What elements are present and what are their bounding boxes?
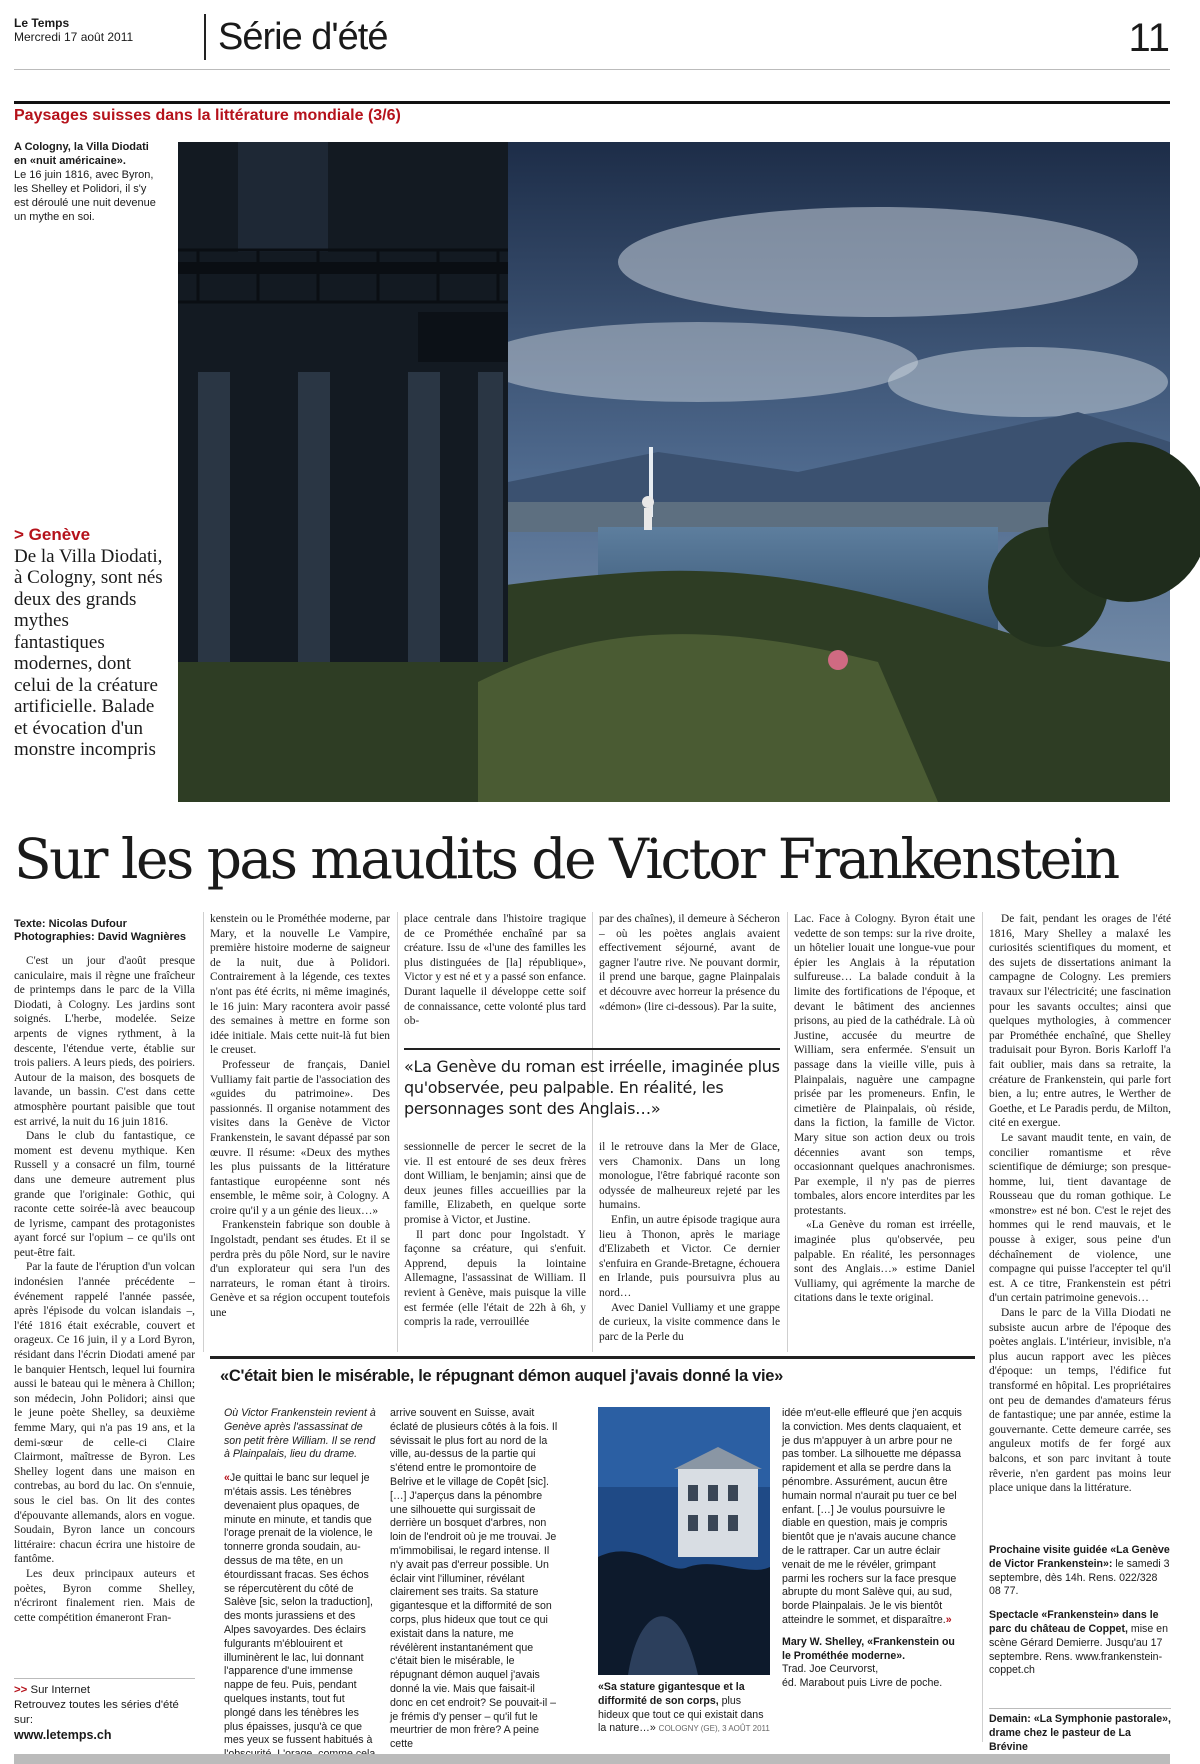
paragraph: Avec Daniel Vulliamy et une grappe de curieux, la visite commence dans le parc de la Perle du <box>599 1301 780 1343</box>
paragraph: par des chaînes), il demeure à Sécheron – où les poètes anglais avaient effectivement séjourné, avant de gagner l'autre rive. Ne pouvant dormir, il prend une barque, gagne Plainpalais et découvre avec horreur la présence du «démon» (lire ci-dessous). Par la suite, <box>599 913 780 1013</box>
villa-night-image <box>598 1407 770 1675</box>
events-box <box>989 1544 1171 1688</box>
extract-source <box>782 1636 962 1664</box>
intro-text: De la Villa Diodati, à Cologny, sont nés deux des grands mythes fantastiques modernes, dont celui de la créature artificielle. Balade et évocation d'un monstre incompris <box>14 545 163 760</box>
intro-standfirst <box>14 524 164 761</box>
publication-name: Le Temps <box>14 16 70 30</box>
extract-text: Je quittai le banc sur lequel je m'étais assis. Les ténèbres devenaient plus opaques, de minute en minute, et tandis que l'orage prenait de la violence, le tonnerre gronda soudain, au-dessus de ma tête, en un étourdissant fracas. Ses échos se répercutèrent du côté de Salève [sic, selon la traduction], des monts jurassiens et des Alpes savoyardes. Des éclairs fulgurants m'éblouirent et illuminèrent le lac, lui donnant l'apparence d'une immense nappe de feu. Puis, pendant quelques instants, tout fut plongé dans les ténèbres les plus épaisses, jusqu'à ce que mes yeux se fussent habitués à <box>224 1472 373 1747</box>
paragraph: Dans le parc de la Villa Diodati ne subsiste aucun arbre de l'époque des poètes anglais. L'intérieur, invisible, n'a plus aucun rapport avec les pièces d'époque: un temps, l'édifice fut transformé en hôpital. Les propriétaires ont peu de demandes d'amateurs férus de fantastique; une par année, estime la gouvernante. Cette demeure carrée, ses anguleux motifs de fer forgé aux balcons, et son parc invitant à toute rêverie, n'en gardent pas moins leur place unique dans la littérature. <box>989 1307 1171 1495</box>
paragraph: Par la faute de l'éruption d'un volcan indonésien l'année précédente – événement rappelé l'année passée, après l'épisode du volcan islandais –, l'été 1816 était exécrable, couvert et orageux. Ce 16 juin, il y a Lord Byron, résidant dans l'écrin Diodati amené par le banquier Hentsch, lequel lui fournira aussi le bateau qui le mènera à Chillon; son médecin, John Polidori; ainsi que le jeune poète Shelley, sa deuxième femme Mary, qui n'a pas 19 ans, et la demi-sœur de celle-ci Claire Clairmont, maîtresse de Byron. Les Shelley logent dans une maison en contrebas, au bord du lac. On s'ennuie, sous le ciel bas. On lit des contes d'épouvante allemands, alors en vogue. Soudain, Byron lance un concours littéraire: chacun écrira une histoire de fantôme. <box>14 1261 195 1566</box>
extract-text: idée m'eut-elle effleuré que j'en acquis la conviction. Mes dents claquaient, et je dus m'appuyer à un arbre pour ne pas tomber. La silhouette me dépassa rapidement et alla se perdre dans la pénombre. Assurément, aucun être humain normal n'aurait pu tuer ce bel enfant. […] Je voulus poursuivre le diable en question, mais je compris bientôt que je n'avais aucune chance de le rattraper. Car un autre éclair venait de me le révéler, grimpant parmi les rochers sur la face presque abrupte du mont Salève qui, au sud, borde Plainpalais. Je le vis bientôt atteindre le sommet, et disparaître. <box>782 1407 962 1626</box>
column-divider <box>982 912 983 1742</box>
page-number: 11 <box>1128 16 1170 60</box>
internet-text: Retrouvez toutes les séries d'été sur: <box>14 1699 179 1726</box>
headline: Sur les pas maudits de Victor Frankenstein <box>14 827 1118 891</box>
article-column-6 <box>989 912 1171 1540</box>
extract-lead: Où Victor Frankenstein revient à Genève après l'assassinat de son petit frère William. Il se rend à Plainpalais, lieu du drame. <box>224 1407 376 1461</box>
paragraph: Dans le club du fantastique, ce moment est devenu mythique. Ken Russell y a consacré un film, tourné dans une demeure autrement plus grande que l'originale: Gothic, qui raconte cette soirée-là avec beaucoup de lyrisme, campant des protagonistes ayant forcé sur l'opium – ce qu'ils ont peut-être fait. <box>14 1130 195 1259</box>
internet-label-row <box>14 1683 195 1698</box>
article-column-4-continued <box>599 1140 780 1347</box>
guided-visit-text: le samedi 3 septembre, dès 14h. Rens. 022/328 08 77. <box>989 1557 1170 1598</box>
series-title: Paysages suisses dans la littérature mondiale (3/6) <box>14 107 401 124</box>
next-episode: Demain: «La Symphonie pastorale», drame chez le pasteur de La Brévine <box>989 1708 1171 1754</box>
extract-photo <box>598 1407 770 1675</box>
paragraph: Lac. Face à Cologny. Byron était une vedette de son temps: sur la rive droite, un hôtelier louait une longue-vue pour épier les Anglais à la réputation sulfureuse… La balade conduit à la limite des fortifications de l'époque, et devant le bâtiment des anciennes prisons, au pied de la cathédrale. Là où Justine, accusée du meurtre de William, sera enfermée. S'ensuit un passage dans la vieille ville, puis à Plainpalais, naguère une campagne prisée par les promeneurs. Enfin, le cimetière de Plainpalais, où réside, dans la fiction, la famille de Victor. Mary situe son action deux ou trois décennies avant son temps, occasionnant quelques anachronismes. Par exemple, il n'y pas de pierres tombales, alors encore interdites par les protestants. <box>794 913 975 1217</box>
extract-photo-caption-text: plus hideux que tout ce qui existait dans la nature…» <box>598 1694 764 1735</box>
extract-text: arrive souvent en Suisse, avait éclaté de plusieurs côtés à la fois. Il sévissait le plus fort au nord de la ville, au-dessus de la partie qui s'étend entre le promontoire de Belrive et le village de Copêt [sic]. […] J'aperçus dans la pénombre une silhouette qui surgissait de derrière un bosquet d'arbres, non loin de l'endroit où je me trouvai. Je m'immobilisai, le regard intense. Il n'y avait pas d'erreur possible. Un éclair vint l'illuminer, révélant clairement ses traits. Sa stature gigantesque et la difformité de son corps, plus hideux que tout ce qui existait dans la nature, me révélèrent instantanément que c'était bien le misérable, le répugnant démon auquel j'avais donné la vie. Mais que faisait-il donc en cet endroit? Se pouvait-il – je frémis d'y penser – qu'il fut le meurtrier de mon frère? A peine cette <box>390 1407 558 1751</box>
show-text: mise en scène Gérard Demierre. Jusqu'au 17 septembre. Rens. www.frankenstein-coppet.ch <box>989 1622 1168 1677</box>
photo-caption <box>14 140 164 224</box>
byline <box>14 918 195 944</box>
publication-info <box>14 16 133 44</box>
paragraph: il le retrouve dans la Mer de Glace, vers Chamonix. Dans un long monologue, l'être fabriqué raconte son odyssée de malheureux rejeté par les humains. <box>599 1141 780 1212</box>
masthead <box>14 10 1170 70</box>
footer-rule <box>14 1754 1170 1764</box>
paragraph: kenstein ou le Prométhée moderne, par Mary, et la nouvelle Le Vampire, première histoire moderne de saigneur de la nuit, due à Polidori. Contrairement à la légende, ces textes n'ont pas été écrits, ni même imaginés, le 16 juin: Mary racontera avoir passé des semaines à mettre en forme son idée initiale. Mais cette nuit-là fut bien le creuset. <box>210 913 390 1057</box>
issue-date: Mercredi 17 août 2011 <box>14 30 134 44</box>
source-publisher: éd. Marabout puis Livre de poche. <box>782 1677 943 1690</box>
source-translator: Trad. Joe Ceurvorst, <box>782 1663 879 1676</box>
article-column-1 <box>14 918 195 1646</box>
column-divider <box>787 912 788 1352</box>
author-credit: Texte: Nicolas Dufour <box>14 918 127 930</box>
masthead-divider <box>204 14 206 60</box>
double-chevron-icon: >> <box>14 1684 31 1696</box>
paragraph: C'est un jour d'août presque caniculaire, mais il règne une fraîcheur de printemps dans le parc de la Villa Diodati, à Cologny. Les jardins sont soignés. L'herbe, modelée. Seize arpents de vignes rythment, à la descente, l'étendue verte, établie sur trois paliers. A leurs pieds, des poiriers. Autour de la maison, des bosquets de lavande, un bassin. C'est dans cette atmosphère pourtant paisible que tout est arrivé, la nuit du 16 juin 1816. <box>14 955 195 1128</box>
paragraph: «La Genève du roman est irréelle, imaginée plus qu'observée, peu palpable. En réalité, les personnages sont des Anglais…» estime Daniel Vulliamy, qui agrémente la marche de citations dans le texte original. <box>794 1219 975 1305</box>
kicker-arrow-icon: > <box>14 525 29 544</box>
article-column-5 <box>794 912 975 1347</box>
paragraph: sessionnelle de percer le secret de la vie. Il est entouré de ses deux frères dont William, le benjamin; ainsi que de deux jeunes filles accueillies par la famille, Elizabeth, en quelque sorte promise à Victor, et Justine. <box>404 1141 586 1226</box>
article-column-4 <box>599 912 780 1052</box>
extract-title: «C'était bien le misérable, le répugnant démon auquel j'avais donné la vie» <box>220 1367 784 1385</box>
paragraph: Enfin, un autre épisode tragique aura lieu à Thonon, après le mariage d'Elizabeth et Victor. Ce dernier s'enfuira en Grande-Bretagne, échouera en Irlande, puis poursuivra plus au nord… <box>599 1213 780 1299</box>
paragraph: Frankenstein fabrique son double à Ingolstadt, pendant ses études. Et il se perdra près du pôle Nord, sur le navire d'un explorateur qui sera l'un des narrateurs, le roman étant à tiroirs. Genève et sa région occupent toutefois une <box>210 1219 390 1320</box>
photo-credit: Photographies: David Wagnières <box>14 931 186 943</box>
internet-label: Sur Internet <box>30 1684 90 1696</box>
show-info <box>989 1609 1171 1678</box>
column-divider <box>203 912 204 1352</box>
extract-column-1 <box>224 1407 376 1747</box>
paragraph: Les deux principaux auteurs et poètes, Byron comme Shelley, n'écriront finalement rien. Mais de cette compétition émaneront Fran- <box>14 1567 195 1624</box>
paragraph: Il part donc pour Ingolstadt. Y façonne sa créature, qui s'enfuit. Apprend, depuis la lointaine Allemagne, l'assassinat de William. Il revient à Genève, mais puisque la ville est fermée (elle l'était de 22h à 6h, y compris la rade, verrouillée <box>404 1228 586 1329</box>
close-quote-mark: » <box>945 1613 952 1626</box>
internet-box <box>14 1678 195 1743</box>
extract-column-2 <box>390 1407 558 1751</box>
photo-caption-text: Le 16 juin 1816, avec Byron, les Shelley et Polidori, il s'y est déroulé une nuit devenue un mythe en soi. <box>14 169 156 223</box>
article-column-3 <box>404 912 586 1052</box>
article-column-3-continued <box>404 1140 586 1347</box>
novel-extract-box <box>210 1356 975 1751</box>
kicker <box>14 524 164 546</box>
hero-photo <box>178 142 1170 802</box>
article-column-2 <box>210 912 390 1347</box>
extract-photo-credit: COLOGNY (GE), 3 AOÛT 2011 <box>658 1724 770 1734</box>
kicker-text: Genève <box>28 525 91 544</box>
extract-photo-caption <box>598 1681 774 1736</box>
paragraph: place centrale dans l'histoire tragique de ce Prométhée enchaîné par sa créature. Issu de «l'une des familles les plus distinguées de [la] république», Victor y est né et y a passé son enfance. Durant laquelle il développe cette soif de connaissance, cette volonté plus tard ob- <box>404 913 586 1028</box>
open-quote-mark: « <box>224 1472 230 1485</box>
guided-visit-info <box>989 1544 1171 1599</box>
guided-visit-title: Prochaine visite guidée «La Genève de Victor Frankenstein»: <box>989 1544 1170 1570</box>
extract-column-3 <box>782 1407 962 1733</box>
paragraph: De fait, pendant les orages de l'été 1816, Mary Shelley a malaxé les curiosités scientifiques du moment, et des sujets de dissertations animant la campagne de Cologny. Les premiers travaux sur l'électricité; une fascination pour les savants occultes; ainsi que quelques mythologies, à commencer par Prométhée enchaîné, que Shelley traduisait pour Byron. Boris Karloff l'a fait oublier, mais dans sa retraite, la créature de Frankenstein, qui parle fort bien, a lu; entre autres, le Werther de Goethe, et Le Paradis perdu, de Milton, cité en exergue. <box>989 913 1171 1130</box>
show-title: Spectacle «Frankenstein» dans le parc du château de Coppet, <box>989 1609 1159 1635</box>
paragraph: Professeur de français, Daniel Vulliamy fait partie de l'association des «guides du patrimoine». Des passionnés. Il organise notamment des visites dans la Genève de Victor Frankenstein, le savant dépassé par son œuvre. Il résume: «Deux des mythes les plus puissants de la littérature fantastique européenne sont nés ensemble, le même soir, à Cologny. A croire qu'il y a un génie des lieux…» <box>210 1058 390 1217</box>
villa-diodati-image <box>178 142 1170 802</box>
website-link[interactable]: www.letemps.ch <box>14 1728 112 1742</box>
pull-quote: «La Genève du roman est irréelle, imaginée plus qu'observée, peu palpable. En réalité, les personnages sont des Anglais…» <box>404 1048 780 1136</box>
series-bar <box>14 101 1170 125</box>
extract-photo-caption-bold: «Sa stature gigantesque et la difformité de son corps, <box>598 1681 745 1707</box>
photo-caption-bold: A Cologny, la Villa Diodati en «nuit américaine». <box>14 141 149 167</box>
section-title: Série d'été <box>218 16 388 58</box>
column-divider <box>397 912 398 1352</box>
paragraph: Le savant maudit tente, en vain, de concilier romantisme et rêve scientifique de démiurge; son presque-homme, lui, tient davantage de Rousseau que du roman gothique. Le «monstre» est né bon. C'est le rejet des hommes qui le rend mauvais, et le pousse à exiger, sous peine d'un déchaînement de violence, une compagne qui puisse l'accepter tel qu'il est. A ce titre, Frankenstein est pétri d'un certain patrimoine genevois… <box>989 1131 1171 1305</box>
source-author: Mary W. Shelley, «Frankenstein ou le Prométhée moderne». <box>782 1635 955 1662</box>
